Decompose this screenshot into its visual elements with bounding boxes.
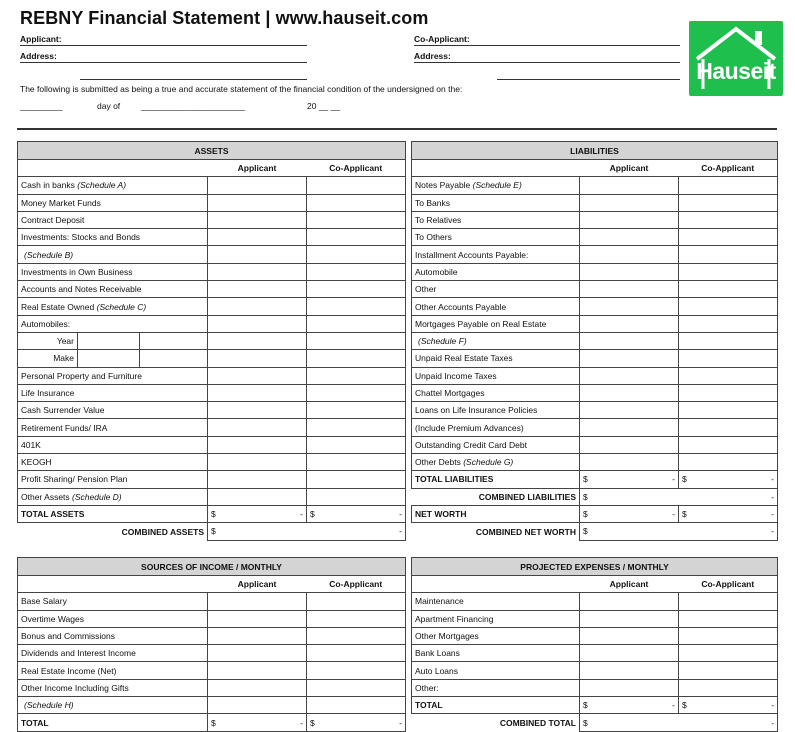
row-label: Cash Surrender Value: [18, 402, 208, 419]
co-applicant-input[interactable]: [679, 627, 778, 644]
table-row: [412, 384, 778, 401]
table-row: [412, 436, 778, 453]
logo-text: Hauseit: [696, 58, 776, 84]
co-applicant-input[interactable]: [307, 384, 406, 401]
table-row: [412, 332, 778, 349]
expenses-col-applicant: Applicant: [580, 576, 679, 593]
combined-total-value[interactable]: $ -: [580, 714, 778, 731]
co-applicant-input[interactable]: [679, 610, 778, 627]
co-applicant-input[interactable]: [679, 384, 778, 401]
row-label: Real Estate Owned (Schedule C): [18, 298, 208, 315]
row-label: Notes Payable (Schedule E): [412, 177, 580, 194]
applicant-input[interactable]: [580, 662, 679, 679]
row-label: Life Insurance: [18, 384, 208, 401]
co-applicant-input[interactable]: [679, 246, 778, 263]
co-applicant-input[interactable]: [679, 177, 778, 194]
liabilities-col-applicant: Applicant: [580, 160, 679, 177]
row-label: Real Estate Income (Net): [18, 662, 208, 679]
row-label: (Schedule B): [18, 246, 208, 263]
co-applicant-input[interactable]: [307, 281, 406, 298]
table-row: [412, 194, 778, 211]
row-label: Other: [412, 281, 580, 298]
table-row: [412, 315, 778, 332]
table-row: [412, 454, 778, 471]
income-table: [17, 557, 406, 732]
income-col-applicant: Applicant: [208, 576, 307, 593]
table-row: [412, 177, 778, 194]
row-label: Other Accounts Payable: [412, 298, 580, 315]
net-worth-co-applicant[interactable]: $ -: [679, 505, 778, 522]
table-row: [18, 281, 406, 298]
total-liabilities-co-applicant[interactable]: $ -: [679, 471, 778, 488]
row-label: Other Assets (Schedule D): [18, 488, 208, 505]
row-label: Investments: Stocks and Bonds: [18, 229, 208, 246]
applicant-input[interactable]: [208, 471, 307, 488]
row-label: Dividends and Interest Income: [18, 645, 208, 662]
table-row: [18, 229, 406, 246]
applicant-input[interactable]: [580, 194, 679, 211]
co-applicant-input[interactable]: [307, 610, 406, 627]
expenses-total-applicant[interactable]: $ -: [580, 697, 679, 714]
row-label: KEOGH: [18, 454, 208, 471]
applicant-input[interactable]: [580, 679, 679, 696]
co-applicant-input[interactable]: [679, 229, 778, 246]
applicant-input[interactable]: [580, 229, 679, 246]
row-label: Accounts and Notes Receivable: [18, 281, 208, 298]
table-row: [18, 177, 406, 194]
row-label: (Schedule H): [18, 697, 208, 714]
applicant-input[interactable]: [208, 593, 307, 610]
applicant-input[interactable]: [208, 679, 307, 696]
co-applicant-input[interactable]: [307, 315, 406, 332]
row-label: Money Market Funds: [18, 194, 208, 211]
table-row: [18, 367, 406, 384]
table-row: [412, 610, 778, 627]
combined-total-row: [412, 714, 778, 731]
net-worth-applicant[interactable]: $ -: [580, 505, 679, 522]
expenses-col-co-applicant: Co-Applicant: [679, 576, 778, 593]
table-row: [18, 350, 406, 367]
co-applicant-input[interactable]: [679, 645, 778, 662]
table-row: [18, 402, 406, 419]
applicant-input[interactable]: [580, 627, 679, 644]
auto-year-applicant[interactable]: [208, 332, 307, 349]
row-label: To Others: [412, 229, 580, 246]
applicant-input[interactable]: [580, 315, 679, 332]
row-label: Automobile: [412, 263, 580, 280]
statement-text: The following is submitted as being a true and accurate statement of the financial condition of the undersigned on the:: [20, 84, 463, 94]
co-applicant-input[interactable]: [307, 645, 406, 662]
co-applicant-line[interactable]: [414, 45, 680, 46]
assets-table: [17, 141, 406, 541]
co-applicant-input[interactable]: [307, 662, 406, 679]
applicant-input[interactable]: [580, 419, 679, 436]
co-applicant-input[interactable]: [307, 436, 406, 453]
row-label: Chattel Mortgages: [412, 384, 580, 401]
co-applicant-input[interactable]: [307, 471, 406, 488]
applicant-input[interactable]: [208, 211, 307, 228]
row-label: Bank Loans: [412, 645, 580, 662]
co-applicant-input[interactable]: [679, 350, 778, 367]
combined-liabilities-value[interactable]: $ -: [580, 488, 778, 505]
applicant-input[interactable]: [580, 350, 679, 367]
applicant-input[interactable]: [580, 263, 679, 280]
co-applicant-input[interactable]: [307, 419, 406, 436]
co-applicant-input[interactable]: [679, 593, 778, 610]
table-row: [412, 627, 778, 644]
row-label: Other Income Including Gifts: [18, 679, 208, 696]
auto-make-applicant[interactable]: [208, 350, 307, 367]
co-applicant-input[interactable]: [679, 367, 778, 384]
row-label: Contract Deposit: [18, 211, 208, 228]
co-address-line[interactable]: [414, 62, 680, 63]
table-row: [18, 593, 406, 610]
combined-liabilities-row: [412, 488, 778, 505]
applicant-input[interactable]: [208, 697, 307, 714]
row-label: Bonus and Commissions: [18, 627, 208, 644]
page-title: REBNY Financial Statement | www.hauseit.com: [20, 8, 429, 28]
applicant-input[interactable]: [580, 436, 679, 453]
co-applicant-input[interactable]: [679, 211, 778, 228]
table-row: [18, 384, 406, 401]
combined-net-worth-value[interactable]: $ -: [580, 523, 778, 540]
row-label: Cash in banks (Schedule A): [18, 177, 208, 194]
applicant-input[interactable]: [580, 332, 679, 349]
co-applicant-input[interactable]: [307, 488, 406, 505]
table-row: [18, 436, 406, 453]
applicant-input[interactable]: [208, 367, 307, 384]
expenses-total-label: TOTAL: [412, 697, 580, 714]
address-line-2[interactable]: [80, 79, 307, 80]
expenses-total-row: [412, 697, 778, 714]
date-year[interactable]: 20 __ __: [307, 101, 341, 111]
income-total-co-applicant[interactable]: $ -: [307, 714, 406, 731]
expenses-total-co-applicant[interactable]: $ -: [679, 697, 778, 714]
row-label: Unpaid Real Estate Taxes: [412, 350, 580, 367]
co-applicant-input[interactable]: [307, 402, 406, 419]
row-label: Overtime Wages: [18, 610, 208, 627]
applicant-input[interactable]: [580, 367, 679, 384]
co-applicant-label: Co-Applicant:: [414, 34, 470, 44]
address-label: Address:: [20, 51, 57, 61]
combined-liabilities-label: COMBINED LIABILITIES: [412, 488, 580, 505]
applicant-input[interactable]: [208, 177, 307, 194]
co-applicant-input[interactable]: [307, 246, 406, 263]
row-label: Apartment Financing: [412, 610, 580, 627]
applicant-input[interactable]: [208, 194, 307, 211]
co-applicant-input[interactable]: [679, 194, 778, 211]
income-total-label: TOTAL: [18, 714, 208, 731]
table-row: [18, 315, 406, 332]
applicant-input[interactable]: [208, 645, 307, 662]
table-row: [18, 194, 406, 211]
co-applicant-input[interactable]: [679, 436, 778, 453]
applicant-label: Applicant:: [20, 34, 62, 44]
row-label: Loans on Life Insurance Policies: [412, 402, 580, 419]
liabilities-table: [411, 141, 778, 541]
applicant-input[interactable]: [208, 419, 307, 436]
income-total-row: [18, 714, 406, 731]
co-applicant-input[interactable]: [679, 402, 778, 419]
co-applicant-input[interactable]: [679, 419, 778, 436]
date-blank-day[interactable]: _________: [20, 101, 63, 111]
total-liabilities-row: [412, 471, 778, 488]
table-row: [412, 645, 778, 662]
row-label: (Schedule F): [412, 332, 580, 349]
row-label: To Banks: [412, 194, 580, 211]
applicant-input[interactable]: [208, 384, 307, 401]
co-applicant-input[interactable]: [679, 662, 778, 679]
co-applicant-input[interactable]: [307, 298, 406, 315]
applicant-input[interactable]: [580, 211, 679, 228]
table-row: [18, 662, 406, 679]
co-applicant-input[interactable]: [679, 454, 778, 471]
make-label: Make: [18, 350, 78, 367]
co-applicant-input[interactable]: [307, 194, 406, 211]
co-applicant-input[interactable]: [307, 697, 406, 714]
combined-net-worth-row: [412, 523, 778, 540]
liabilities-col-co-applicant: Co-Applicant: [679, 160, 778, 177]
table-row: [412, 263, 778, 280]
table-row: [18, 627, 406, 644]
co-applicant-input[interactable]: [679, 679, 778, 696]
table-row: [18, 645, 406, 662]
table-row: [18, 332, 406, 349]
row-label: Profit Sharing/ Pension Plan: [18, 471, 208, 488]
table-row: [18, 454, 406, 471]
applicant-input[interactable]: [580, 645, 679, 662]
address-line[interactable]: [20, 62, 307, 63]
row-label: Investments in Own Business: [18, 263, 208, 280]
table-row: [412, 246, 778, 263]
assets-title: ASSETS: [18, 142, 406, 160]
co-address-label: Address:: [414, 51, 451, 61]
applicant-input[interactable]: [208, 402, 307, 419]
table-row: [412, 298, 778, 315]
applicant-input[interactable]: [580, 246, 679, 263]
applicant-input[interactable]: [580, 402, 679, 419]
row-label: Mortgages Payable on Real Estate: [412, 315, 580, 332]
co-applicant-input[interactable]: [679, 332, 778, 349]
row-label: Base Salary: [18, 593, 208, 610]
applicant-input[interactable]: [208, 488, 307, 505]
applicant-input[interactable]: [208, 627, 307, 644]
income-total-applicant[interactable]: $ -: [208, 714, 307, 731]
row-label: Auto Loans: [412, 662, 580, 679]
make-input[interactable]: [78, 350, 140, 367]
table-row: [412, 229, 778, 246]
applicant-input[interactable]: [208, 436, 307, 453]
co-applicant-input[interactable]: [307, 627, 406, 644]
header-divider: [17, 128, 777, 130]
co-applicant-input[interactable]: [307, 229, 406, 246]
table-row: [412, 402, 778, 419]
applicant-input[interactable]: [208, 263, 307, 280]
applicant-input[interactable]: [580, 384, 679, 401]
assets-col-applicant: Applicant: [208, 160, 307, 177]
co-applicant-input[interactable]: [679, 263, 778, 280]
table-row: [412, 350, 778, 367]
co-address-line-2[interactable]: [497, 79, 680, 80]
table-row: [18, 246, 406, 263]
applicant-input[interactable]: [208, 281, 307, 298]
row-label: Installment Accounts Payable:: [412, 246, 580, 263]
total-assets-label: TOTAL ASSETS: [18, 505, 208, 522]
applicant-input[interactable]: [580, 610, 679, 627]
applicant-input[interactable]: [208, 246, 307, 263]
hauseit-logo: [689, 21, 783, 96]
total-assets-applicant[interactable]: $ -: [208, 505, 307, 522]
table-row: [18, 679, 406, 696]
row-label: (Include Premium Advances): [412, 419, 580, 436]
co-applicant-input[interactable]: [307, 593, 406, 610]
row-label: Other Mortgages: [412, 627, 580, 644]
row-label: Retirement Funds/ IRA: [18, 419, 208, 436]
table-row: [412, 367, 778, 384]
applicant-input[interactable]: [208, 610, 307, 627]
total-assets-co-applicant[interactable]: $ -: [307, 505, 406, 522]
day-of-label: day of: [97, 101, 121, 111]
table-row: [412, 211, 778, 228]
income-title: SOURCES OF INCOME / MONTHLY: [18, 558, 406, 576]
auto-make-co-applicant[interactable]: [307, 350, 406, 367]
combined-net-worth-label: COMBINED NET WORTH: [412, 523, 580, 540]
table-row: [18, 211, 406, 228]
row-label: Other Debts (Schedule G): [412, 454, 580, 471]
applicant-input[interactable]: [580, 281, 679, 298]
table-row: [18, 471, 406, 488]
co-applicant-input[interactable]: [307, 367, 406, 384]
net-worth-label: NET WORTH: [412, 505, 580, 522]
applicant-input[interactable]: [208, 662, 307, 679]
applicant-input[interactable]: [208, 315, 307, 332]
make-input-2[interactable]: [140, 350, 208, 367]
expenses-table: [411, 557, 778, 732]
co-applicant-input[interactable]: [307, 454, 406, 471]
table-row: [412, 593, 778, 610]
table-row: [18, 298, 406, 315]
row-label: Maintenance: [412, 593, 580, 610]
net-worth-row: [412, 505, 778, 522]
combined-assets-label: COMBINED ASSETS: [18, 523, 208, 540]
total-liabilities-label: TOTAL LIABILITIES: [412, 471, 580, 488]
co-applicant-input[interactable]: [307, 211, 406, 228]
auto-year-co-applicant[interactable]: [307, 332, 406, 349]
co-applicant-input[interactable]: [307, 177, 406, 194]
co-applicant-input[interactable]: [307, 263, 406, 280]
total-assets-row: [18, 505, 406, 522]
row-label: Personal Property and Furniture: [18, 367, 208, 384]
row-label: 401K: [18, 436, 208, 453]
row-label: Outstanding Credit Card Debt: [412, 436, 580, 453]
table-row: [412, 419, 778, 436]
combined-assets-row: [18, 523, 406, 540]
combined-assets-value[interactable]: $ -: [208, 523, 406, 540]
liabilities-title: LIABILITIES: [412, 142, 778, 160]
expenses-title: PROJECTED EXPENSES / MONTHLY: [412, 558, 778, 576]
assets-col-co-applicant: Co-Applicant: [307, 160, 406, 177]
table-row: [412, 679, 778, 696]
co-applicant-input[interactable]: [679, 281, 778, 298]
co-applicant-input[interactable]: [679, 298, 778, 315]
applicant-input[interactable]: [580, 177, 679, 194]
co-applicant-input[interactable]: [679, 315, 778, 332]
income-col-co-applicant: Co-Applicant: [307, 576, 406, 593]
co-applicant-input[interactable]: [307, 679, 406, 696]
year-label: Year: [18, 332, 78, 349]
row-label: Other:: [412, 679, 580, 696]
table-row: [18, 263, 406, 280]
applicant-input[interactable]: [580, 298, 679, 315]
row-label: To Relatives: [412, 211, 580, 228]
applicant-line[interactable]: [20, 45, 307, 46]
row-label: Automobiles:: [18, 315, 208, 332]
applicant-input[interactable]: [580, 454, 679, 471]
applicant-input[interactable]: [208, 229, 307, 246]
table-row: [412, 662, 778, 679]
applicant-input[interactable]: [208, 298, 307, 315]
applicant-input[interactable]: [208, 454, 307, 471]
table-row: [18, 419, 406, 436]
date-blank-month[interactable]: ______________________: [141, 101, 246, 111]
table-row: [18, 610, 406, 627]
table-row: [18, 488, 406, 505]
table-row: [18, 697, 406, 714]
year-input[interactable]: [78, 332, 140, 349]
combined-total-label: COMBINED TOTAL: [412, 714, 580, 731]
table-row: [412, 281, 778, 298]
row-label: Unpaid Income Taxes: [412, 367, 580, 384]
year-input-2[interactable]: [140, 332, 208, 349]
applicant-input[interactable]: [580, 593, 679, 610]
total-liabilities-applicant[interactable]: $ -: [580, 471, 679, 488]
